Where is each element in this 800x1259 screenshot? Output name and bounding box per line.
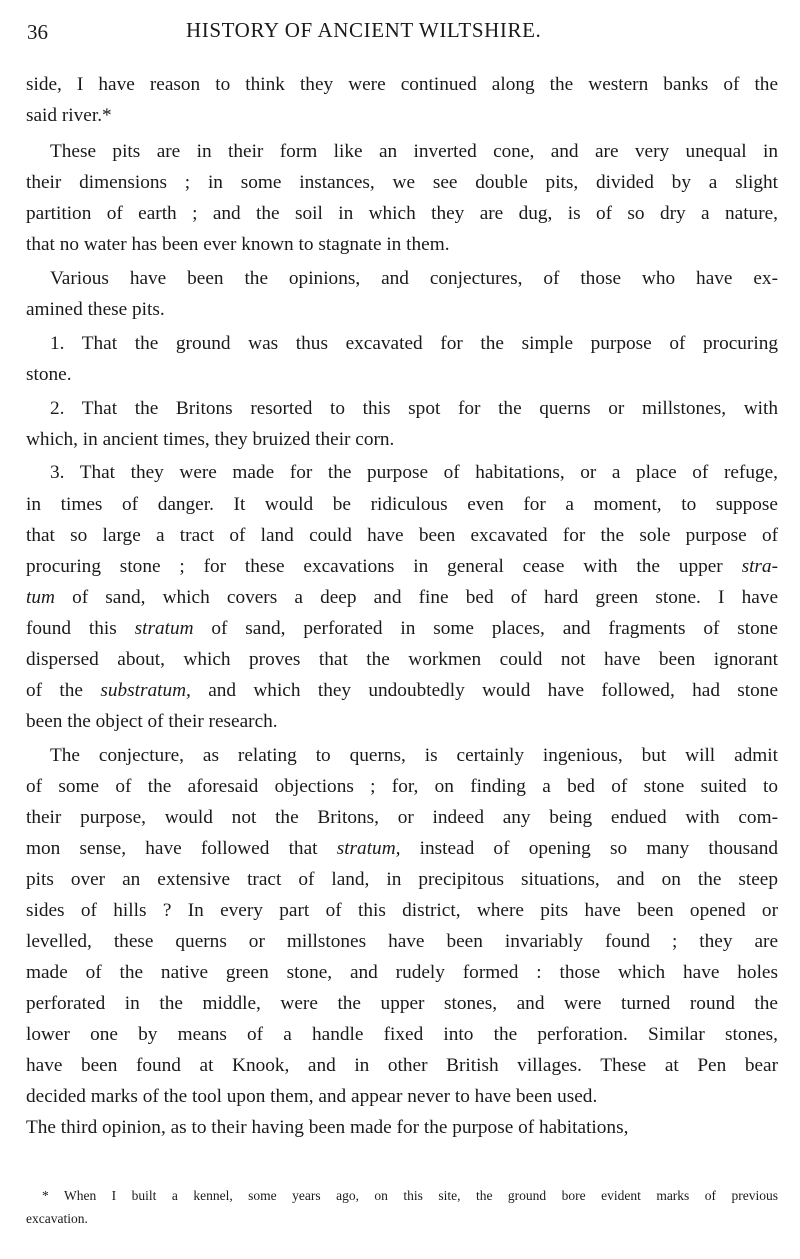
footnote-line: excavation.: [26, 1211, 88, 1226]
text-line: [26, 837, 778, 861]
text-segment: of the: [26, 680, 101, 701]
text-line: [26, 868, 778, 892]
text-line: [26, 1116, 778, 1140]
text-line: [50, 461, 778, 485]
italic-term: stratum,: [336, 838, 401, 859]
text-segment: their dimensions ; in some instances, we see double pits, divided by a slight: [26, 172, 778, 193]
text-segment: which, in ancient times, they bruized their corn.: [26, 429, 395, 450]
text-line: [26, 899, 778, 923]
text-segment: of sand, which covers a deep and fine bed of hard green stone. I have: [54, 587, 778, 608]
text-segment: decided marks of the tool upon them, and appear never to have been used.: [26, 1086, 598, 1107]
text-segment: been the object of their research.: [26, 711, 278, 732]
text-line: [26, 1085, 778, 1109]
text-segment: These pits are in their form like an inverted cone, and are very unequal in: [50, 141, 778, 162]
text-segment: lower one by means of a handle fixed into the perforation. Similar stones,: [26, 1024, 778, 1045]
text-line: [26, 1023, 778, 1047]
text-line: [26, 524, 778, 548]
text-segment: and which they undoubtedly would have followed, had stone: [190, 680, 778, 701]
text-segment: in times of danger. It would be ridiculous even for a moment, to suppose: [26, 494, 778, 515]
text-segment: that so large a tract of land could have been excavated for the sole purpose of: [26, 525, 778, 546]
text-line: [50, 397, 778, 421]
text-segment: 1. That the ground was thus excavated for the simple purpose of procuring: [50, 333, 778, 354]
text-line: [26, 648, 778, 672]
text-line: [26, 363, 778, 387]
text-segment: found this: [26, 618, 135, 639]
text-line: [26, 493, 778, 517]
text-segment: that no water has been ever known to stagnate in them.: [26, 234, 450, 255]
text-line: [26, 679, 778, 703]
italic-term: stratum: [134, 618, 194, 639]
text-segment: stone.: [26, 364, 72, 385]
text-segment: their purpose, would not the Britons, or indeed any being endued with com-: [26, 807, 778, 828]
text-segment: amined these pits.: [26, 299, 165, 320]
text-segment: sides of hills ? In every part of this district, where pits have been opened or: [26, 900, 778, 921]
text-line: [26, 233, 778, 257]
text-line: [26, 961, 778, 985]
text-segment: The conjecture, as relating to querns, is certainly ingenious, but will admit: [50, 745, 778, 766]
text-segment: side, I have reason to think they were continued along the western banks of the: [26, 74, 778, 95]
text-segment: The third opinion, as to their having been made for the purpose of habitations,: [26, 1117, 629, 1138]
text-segment: pits over an extensive tract of land, in precipitous situations, and on the steep: [26, 869, 778, 890]
text-line: [26, 202, 778, 226]
text-line: [50, 140, 778, 164]
text-line: [26, 428, 778, 452]
text-segment: perforated in the middle, were the upper stones, and were turned round the: [26, 993, 778, 1014]
text-line: [50, 267, 778, 291]
text-line: [26, 930, 778, 954]
text-segment: mon sense, have followed that: [26, 838, 337, 859]
text-line: [26, 586, 778, 610]
text-line: [26, 171, 778, 195]
text-line: [50, 744, 778, 768]
text-line: [26, 806, 778, 830]
text-line: [26, 104, 778, 128]
text-segment: of sand, perforated in some places, and fragments of stone: [193, 618, 778, 639]
text-line: [26, 555, 778, 579]
footnote-line: * When I built a kennel, some years ago, on this site, the ground bore evident marks of previous: [42, 1188, 778, 1203]
text-line: [26, 992, 778, 1016]
italic-term: stra-: [741, 556, 778, 577]
text-segment: procuring stone ; for these excavations in general cease with the upper: [26, 556, 742, 577]
text-segment: dispersed about, which proves that the workmen could not have been ignorant: [26, 649, 778, 670]
text-segment: said river.*: [26, 105, 112, 126]
text-line: [26, 775, 778, 799]
text-line: [26, 617, 778, 641]
text-segment: partition of earth ; and the soil in which they are dug, is of so dry a nature,: [26, 203, 778, 224]
text-line: [50, 332, 778, 356]
text-segment: of some of the aforesaid objections ; for, on finding a bed of stone suited to: [26, 776, 778, 797]
text-line: [26, 298, 778, 322]
text-segment: 2. That the Britons resorted to this spot for the querns or millstones, with: [50, 398, 778, 419]
page-number: 36: [27, 20, 48, 44]
text-segment: instead of opening so many thousand: [400, 838, 778, 859]
text-segment: have been found at Knook, and in other British villages. These at Pen bear: [26, 1055, 778, 1076]
italic-term: tum: [26, 587, 55, 608]
text-segment: Various have been the opinions, and conjectures, of those who have ex-: [50, 268, 778, 289]
italic-term: substratum,: [100, 680, 191, 701]
text-segment: levelled, these querns or millstones have been invariably found ; they are: [26, 931, 778, 952]
text-line: [26, 1054, 778, 1078]
text-segment: 3. That they were made for the purpose of habitations, or a place of refuge,: [50, 462, 778, 483]
text-segment: made of the native green stone, and rudely formed : those which have holes: [26, 962, 778, 983]
text-line: [26, 710, 778, 734]
running-head: HISTORY OF ANCIENT WILTSHIRE.: [186, 18, 542, 42]
text-line: [26, 73, 778, 97]
